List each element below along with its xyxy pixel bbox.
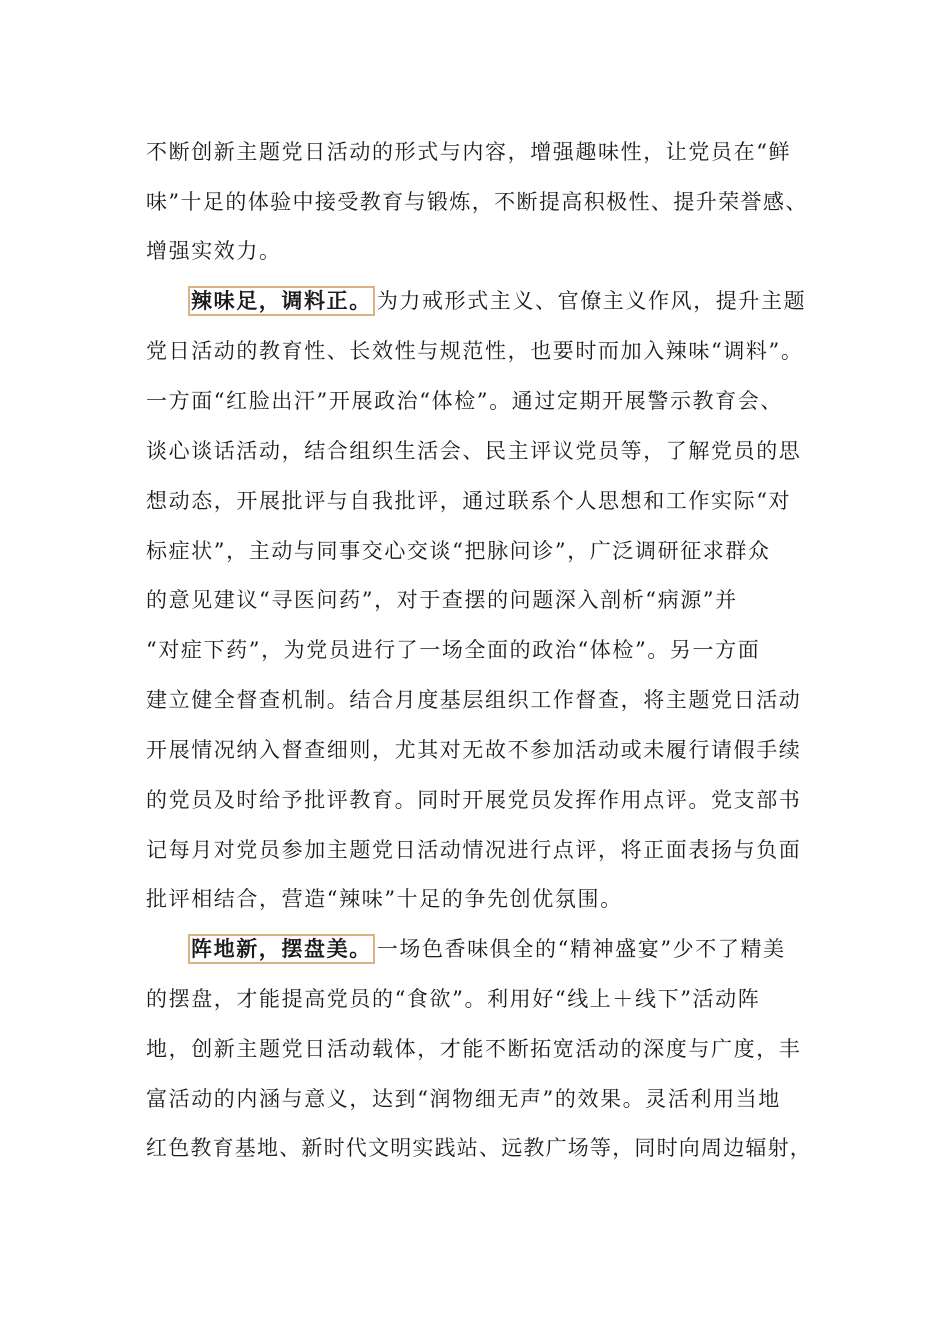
text-line: 的意见建议“寻医问药”，对于查摆的问题深入剖析“病源”并 [146,588,738,612]
text-span: 一场色香味俱全的“精神盛宴”少不了精美 [376,937,786,961]
highlighted-heading: 阵地新，摆盘美。 [188,934,375,964]
text-line: 富活动的内涵与意义，达到“润物细无声”的效果。灵活利用当地 [146,1087,781,1111]
text-line: 想动态，开展批评与自我批评，通过联系个人思想和工作实际“对 [146,489,792,513]
text-line: 批评相结合，营造“辣味”十足的争先创优氛围。 [146,887,623,911]
text-line: 的摆盘，才能提高党员的“食欲”。利用好“线上＋线下”活动阵 [146,987,761,1011]
text-line: 红色教育基地、新时代文明实践站、远教广场等，同时向周边辐射， [146,1136,812,1160]
text-line: 的党员及时给予批评教育。同时开展党员发挥作用点评。党支部书 [146,788,802,812]
highlighted-heading: 辣味足，调料正。 [188,286,375,316]
text-line: 增强实效力。 [146,239,282,263]
text-line: 建立健全督查机制。结合月度基层组织工作督查，将主题党日活动 [146,688,802,712]
text-line: 一方面“红脸出汗”开展政治“体检”。通过定期开展警示教育会、 [146,389,783,413]
text-line: 味”十足的体验中接受教育与锻炼，不断提高积极性、提升荣誉感、 [146,190,808,214]
text-line: “对症下药”，为党员进行了一场全面的政治“体检”。另一方面 [146,638,761,662]
text-line: 不断创新主题党日活动的形式与内容，增强趣味性，让党员在“鲜 [146,140,792,164]
text-span: 为力戒形式主义、官僚主义作风，提升主题 [376,289,807,313]
paragraph-first-line [188,934,786,964]
paragraph-first-line [188,286,806,316]
text-line: 党日活动的教育性、长效性与规范性，也要时而加入辣味“调料”。 [146,339,804,363]
text-line: 地，创新主题党日活动载体，才能不断拓宽活动的深度与广度，丰 [146,1037,802,1061]
text-line: 标症状”，主动与同事交心交谈“把脉问诊”，广泛调研征求群众 [146,539,771,563]
text-line: 谈心谈话活动，结合组织生活会、民主评议党员等，了解党员的思 [146,439,802,463]
text-line: 记每月对党员参加主题党日活动情况进行点评，将正面表扬与负面 [146,838,802,862]
text-line: 开展情况纳入督查细则，尤其对无故不参加活动或未履行请假手续 [146,738,802,762]
